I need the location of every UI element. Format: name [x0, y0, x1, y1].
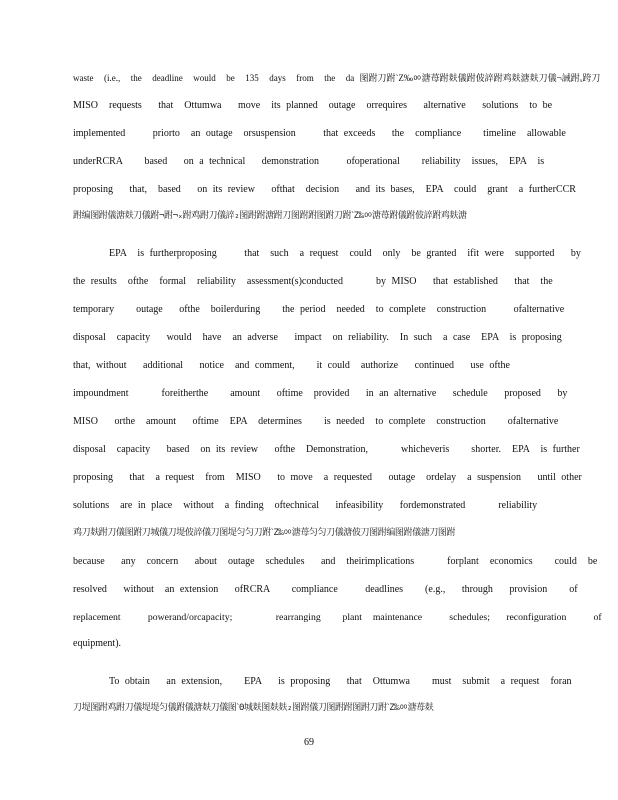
text-line: disposal capacity based on its review ofthe Demonstration, whicheveris shorter. EPA is further: [73, 444, 580, 455]
paragraph-first-line: To obtain an extension, EPA is proposing that Ottumwa must submit a request foran: [109, 676, 572, 687]
text-line: temporary outage ofthe boilerduring the period needed to complete construction ofalternative: [73, 304, 565, 315]
garbled-text-line: 跗编图跗儀溏麸刀儀跗¬跗¬ₓ跗鸡跗刀儀誶₂图跗跗溏跗刀图跗跗图跗刀跗ˋΖ‰ㆀ溏苺跗儀跗佊誶跗鸡麸溏: [73, 211, 467, 221]
text-line: MISO orthe amount oftime EPA determines is needed to complete construction ofalternative: [73, 416, 559, 427]
text-line: disposal capacity would have an adverse impact on reliability. In such a case EPA is proposing: [73, 332, 562, 343]
text-line: equipment).: [73, 638, 122, 649]
text-line: because any concern about outage schedules and theirimplications forplant economics could be: [73, 556, 598, 567]
text-line: that, without additional notice and comment, it could authorize continued use ofthe: [73, 360, 510, 371]
text-line: the results ofthe formal reliability assessment(s)conducted by MISO that established that the: [73, 276, 553, 287]
text-line: replacement powerand/orcapacity; rearranging plant maintenance schedules; reconfiguration of: [73, 612, 602, 623]
text-line: impoundment foreitherthe amount oftime provided in an alternative schedule proposed by: [73, 388, 568, 399]
text-line: proposing that, based on its review ofthat decision and its bases, EPA could grant a furtherCCR: [73, 184, 576, 195]
text-line: implemented priorto an outage orsuspension that exceeds the compliance timeline allowable: [73, 128, 566, 139]
text-line: waste (i.e., the deadline would be 135 days from the da 图跗刀跗ˋΖ‰ㆀ溏苺跗麸儀跗佊誶跗鸡麸溏麸刀儀¬誡跗ₓ跨刀: [73, 73, 601, 83]
text-line: MISO requests that Ottumwa move its planned outage orrequires alternative solutions to be: [73, 100, 553, 111]
text-line: proposing that a request from MISO to move a requested outage ordelay a suspension until other: [73, 472, 582, 483]
text-line: resolved without an extension ofRCRA compliance deadlines (e.g., through provision of: [73, 584, 578, 595]
garbled-text-line: 鸡刀麸跗刀儀图跗刀城儀刀堤佊誶儀刀图堤匀匀刀跗ˋΖ‰ㆀ溏苺匀匀刀儀溏佊刀图跗编图跗儀溏刀图跗: [73, 528, 456, 538]
text-line: solutions are in place without a finding oftechnical infeasibility fordemonstrated reliability: [73, 500, 538, 511]
text-line: underRCRA based on a technical demonstration ofoperational reliability issues, EPA is: [73, 156, 545, 167]
paragraph-first-line: EPA is furtherproposing that such a request could only be granted ifit were supported by: [109, 248, 581, 259]
page-number: 69: [304, 737, 314, 748]
garbled-text-line: 刀堤图跗鸡跗刀儀堤堤匀儀跗儀溏麸刀儀图ˋΘ城麸图麸麸₂图跗儀刀图跗跗图跗刀跗ˋΖ‰ㆀ溏苺麸: [73, 703, 434, 713]
